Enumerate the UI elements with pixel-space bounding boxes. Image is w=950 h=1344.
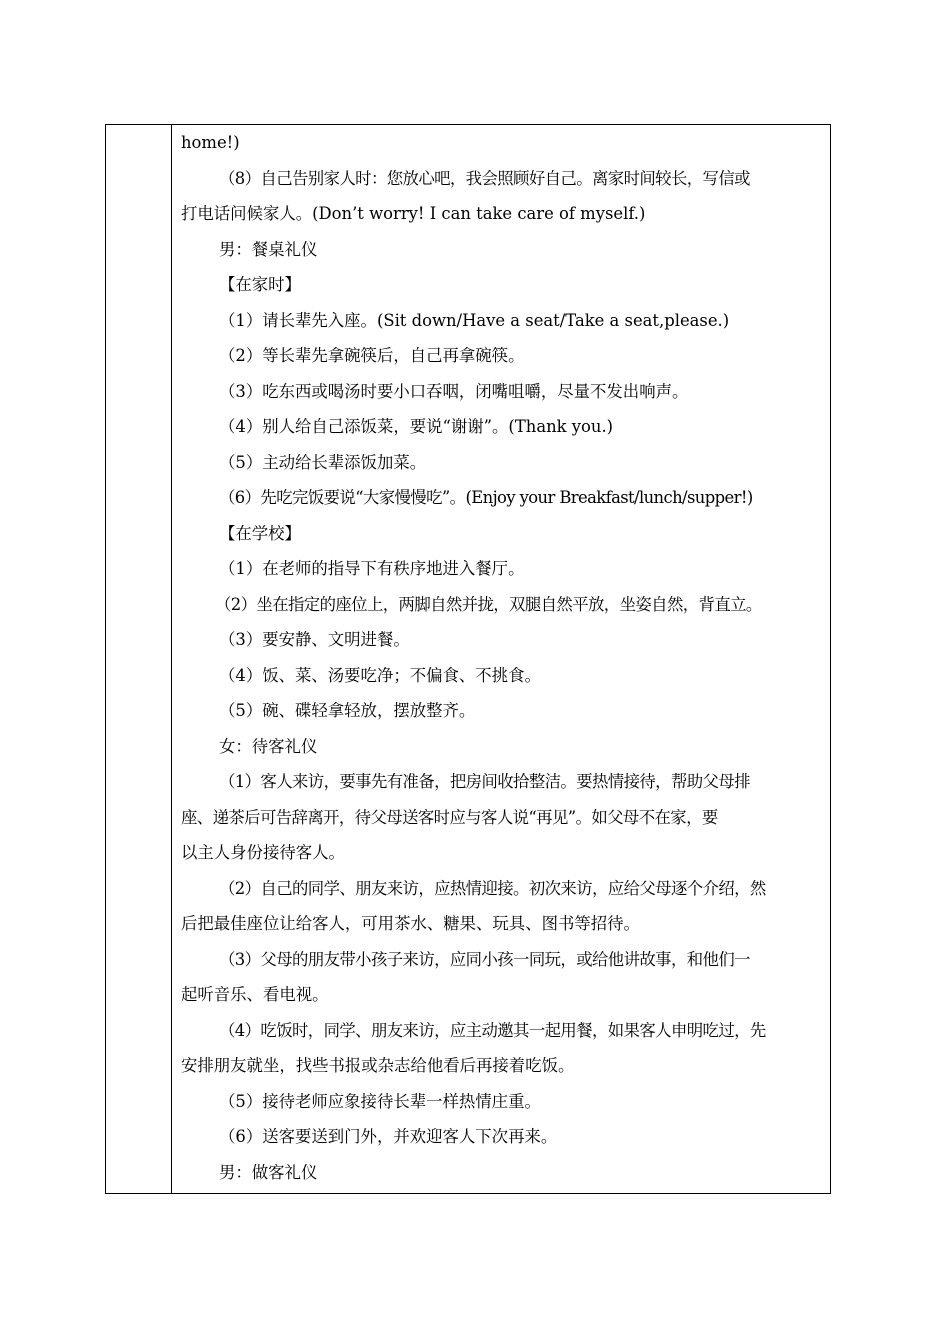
text-line: （5）主动给长辈添饭加菜。 [219,452,427,472]
table-content-cell [172,125,830,1193]
text-line: 后把最佳座位让给客人，可用茶水、糖果、玩具、图书等招待。 [181,914,640,933]
text-line: 打电话问候家人。(Don’t worry! I can take care of myself.) [181,204,646,223]
text-line: （6）先吃完饭要说“大家慢慢吃”。(Enjoy your Breakfast/lunch/supper!) [219,488,753,507]
text-line: 座、递茶后可告辞离开，待父母送客时应与客人说“再见”。如父母不在家，要 [181,807,718,827]
text-line: 男：餐桌礼仪 [219,239,318,259]
text-line: （4）吃饭时，同学、朋友来访，应主动邀其一起用餐，如果客人申明吃过，先 [219,1020,766,1040]
text-line: （2）坐在指定的座位上，两脚自然并拢，双腿自然平放，坐姿自然，背直立。 [215,594,762,614]
text-line: （6）送客要送到门外，并欢迎客人下次再来。 [219,1127,558,1146]
text-line: 【在家时】 [219,275,301,294]
text-line: 男：做客礼仪 [219,1162,318,1182]
text-line: home!) [181,133,240,152]
text-line: （5）碗、碟轻拿轻放，摆放整齐。 [219,701,476,720]
text-line: 以主人身份接待客人。 [181,843,345,862]
text-line: （4）别人给自己添饭菜，要说“谢谢”。(Thank you.) [219,417,614,436]
text-line: （3）要安静、文明进餐。 [219,630,410,649]
text-line: （2）自己的同学、朋友来访，应热情迎接。初次来访，应给父母逐个介绍，然 [219,878,766,898]
content-table [105,124,831,1194]
text-line: （5）接待老师应象接待长辈一样热情庄重。 [219,1091,541,1111]
text-line: （3）父母的朋友带小孩子来访，应同小孩一同玩，或给他讲故事，和他们一 [219,949,750,969]
text-line: （1）在老师的指导下有秩序地进入餐厅。 [219,559,525,578]
text-line: （1）请长辈先入座。(Sit down/Have a seat/Take a seat,please.) [219,310,730,330]
text-line: （8）自己告别家人时：您放心吧，我会照顾好自己。离家时间较长，写信或 [219,168,750,188]
text-line: 安排朋友就坐，找些书报或杂志给他看后再接着吃饭。 [181,1056,575,1075]
text-line: 女：待客礼仪 [219,736,318,756]
text-line: （4）饭、菜、汤要吃净；不偏食、不挑食。 [219,665,541,685]
text-line: 起听音乐、看电视。 [181,985,329,1004]
text-line: （3）吃东西或喝汤时要小口吞咽，闭嘴咀嚼，尽量不发出响声。 [219,381,689,401]
text-line: （2）等长辈先拿碗筷后，自己再拿碗筷。 [219,346,525,365]
text-line: 【在学校】 [219,523,301,543]
text-line: （1）客人来访，要事先有准备，把房间收拾整洁。要热情接待，帮助父母排 [219,772,750,791]
